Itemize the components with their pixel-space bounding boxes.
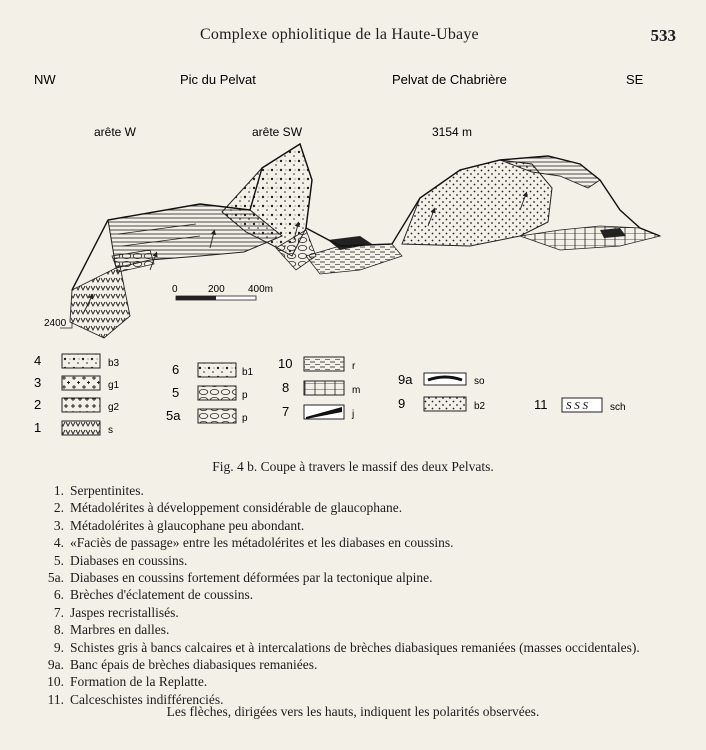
legend-item-text: Calceschistes indifférenciés. — [70, 691, 224, 707]
legend-item-text: Formation de la Replatte. — [70, 674, 208, 690]
legend-item — [34, 517, 684, 534]
section-body — [70, 144, 660, 338]
svg-text:p: p — [242, 390, 248, 401]
figure-number: Fig. 4 b. — [212, 459, 258, 474]
legend-item-text: Marbres en dalles. — [70, 622, 170, 638]
legend-item — [34, 586, 684, 603]
legend-swatches-col1 — [34, 353, 120, 436]
svg-text:sch: sch — [610, 402, 626, 413]
legend-item-text: Brèches d'éclatement de coussins. — [70, 587, 254, 603]
label-arete-sw: arête SW — [252, 125, 303, 139]
legend-item-text: Diabases en coussins. — [70, 552, 188, 568]
legend-swatches-col5 — [534, 397, 626, 413]
legend-item-number: 5a. — [47, 570, 64, 586]
svg-text:5a: 5a — [166, 408, 181, 423]
legend-swatches-col4 — [398, 372, 486, 412]
label-arete-w: arête W — [94, 125, 137, 139]
figure-caption-text: Coupe à travers le massif des deux Pelvats. — [260, 459, 494, 474]
svg-text:11: 11 — [534, 397, 548, 412]
scale-bar — [172, 284, 273, 300]
legend-swatches-col2 — [166, 362, 254, 424]
svg-text:5: 5 — [172, 385, 180, 400]
legend-item — [34, 534, 684, 551]
scale-label-0: 0 — [172, 284, 178, 295]
label-altitude-base: 2400 — [44, 318, 67, 329]
svg-text:10: 10 — [278, 356, 293, 371]
legend-item-text: Serpentinites. — [70, 483, 144, 498]
orientation-se: SE — [626, 72, 644, 87]
legend-item-text: Jaspes recristallisés. — [70, 604, 179, 620]
svg-text:p: p — [242, 413, 248, 424]
svg-text:2: 2 — [34, 397, 42, 412]
legend-item-number: 6. — [53, 587, 64, 603]
svg-text:3: 3 — [34, 375, 42, 390]
svg-text:b1: b1 — [242, 367, 254, 378]
page-number: 533 — [650, 26, 676, 45]
legend-item-number: 5. — [53, 552, 64, 568]
legend-item — [34, 499, 684, 516]
cross-section-drawing — [0, 60, 706, 460]
legend-item — [34, 639, 684, 656]
legend-list — [34, 482, 684, 708]
svg-text:m: m — [352, 385, 361, 396]
legend-item — [34, 604, 684, 621]
legend-item-text: «Faciès de passage» entre les métadolérites et les diabases en coussins. — [70, 535, 454, 551]
figure-caption — [0, 459, 706, 475]
svg-text:so: so — [474, 376, 485, 387]
svg-text:j: j — [352, 409, 355, 420]
svg-text:g2: g2 — [108, 402, 120, 413]
legend-item-number: 7. — [53, 604, 64, 620]
legend-item-text: Métadolérites à développement considérable de glaucophane. — [70, 500, 403, 516]
svg-text:4: 4 — [34, 353, 42, 368]
legend-item — [34, 569, 684, 586]
svg-text:r: r — [352, 361, 356, 372]
scale-label-400: 400m — [248, 284, 274, 295]
svg-text:8: 8 — [282, 380, 290, 395]
svg-text:S S S: S S S — [566, 400, 588, 412]
page-header — [0, 26, 706, 50]
legend-item — [34, 552, 684, 569]
polarity-note: Les flèches, dirigées vers les hauts, indiquent les polarités observées. — [166, 704, 540, 719]
legend-item — [34, 621, 684, 638]
legend-item — [34, 673, 684, 690]
legend-item-text: Schistes gris à bancs calcaires et à intercalations de brèches diabasiques remaniées (masses occidentales). — [70, 639, 640, 655]
scale-label-200: 200 — [208, 284, 225, 295]
svg-text:g1: g1 — [108, 380, 120, 391]
legend-item-text: Métadolérites à glaucophane peu abondant. — [70, 517, 305, 533]
legend-item-number: 3. — [53, 517, 64, 533]
legend-item — [34, 656, 684, 673]
legend-item — [34, 482, 684, 499]
running-title: Complexe ophiolitique de la Haute-Ubaye — [200, 26, 479, 43]
svg-text:b2: b2 — [474, 401, 486, 412]
legend-item-number: 4. — [53, 535, 64, 551]
svg-text:9a: 9a — [398, 372, 413, 387]
orientation-nw: NW — [34, 72, 56, 87]
svg-text:7: 7 — [282, 404, 290, 419]
legend-item-number: 9. — [53, 639, 64, 655]
legend-item-text: Banc épais de brèches diabasiques remaniées. — [70, 657, 318, 673]
svg-text:6: 6 — [172, 362, 180, 377]
label-pic-du-pelvat: Pic du Pelvat — [180, 72, 256, 87]
label-pelvat-de-chabriere: Pelvat de Chabrière — [392, 72, 507, 87]
label-altitude-summit: 3154 m — [432, 125, 473, 139]
cross-section-figure — [0, 60, 706, 470]
legend-item-number: 1. — [53, 483, 64, 498]
legend-item-number: 11. — [47, 691, 64, 707]
legend-item-number: 10. — [47, 674, 64, 690]
legend-swatches-col3 — [278, 356, 360, 420]
legend-item-number: 9a. — [47, 657, 64, 673]
legend-item-text: Diabases en coussins fortement déformées par la tectonique alpine. — [70, 570, 433, 586]
svg-text:1: 1 — [34, 420, 42, 435]
svg-text:9: 9 — [398, 396, 406, 411]
svg-text:b3: b3 — [108, 358, 120, 369]
legend-item-number: 2. — [53, 500, 64, 516]
legend-item-number: 8. — [53, 622, 64, 638]
svg-text:s: s — [108, 425, 113, 436]
